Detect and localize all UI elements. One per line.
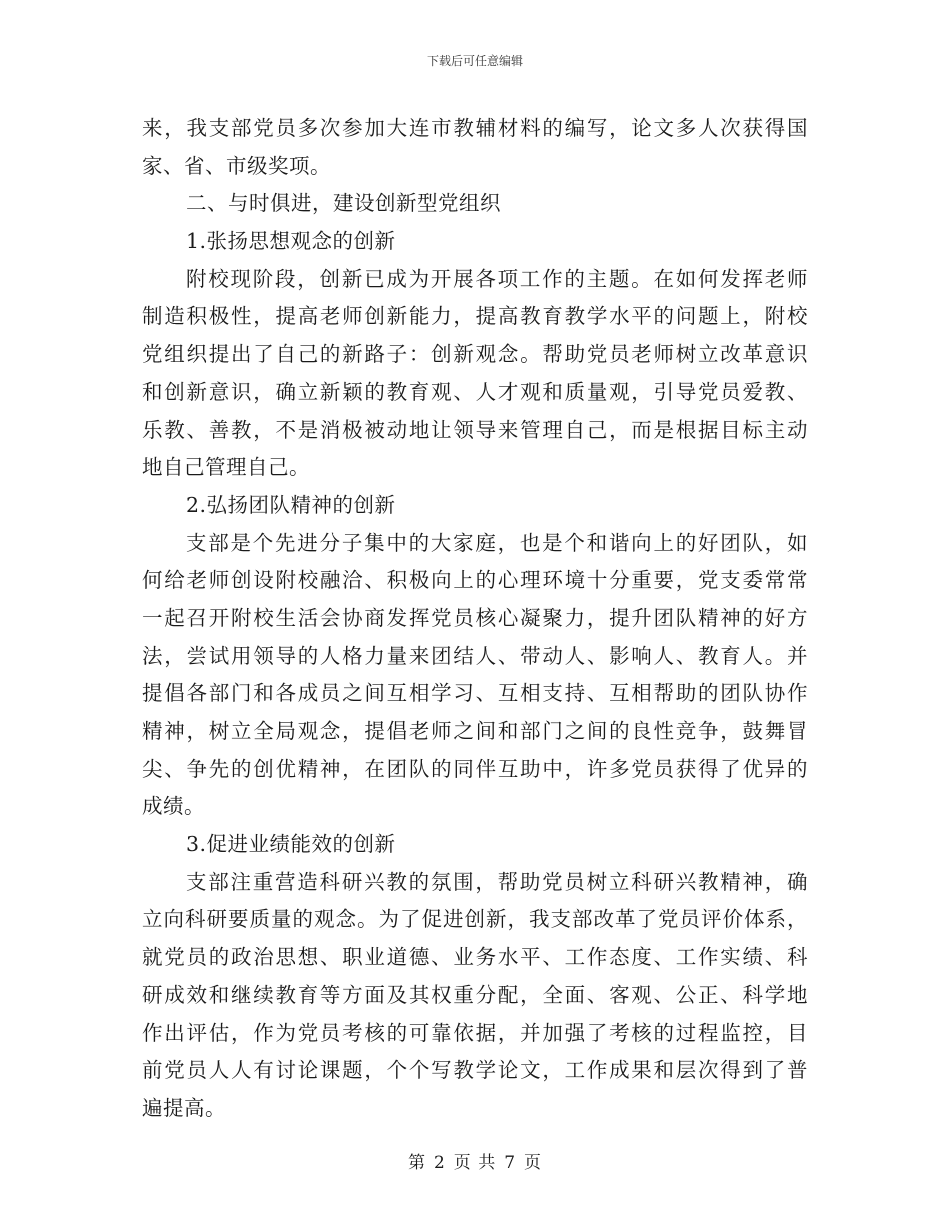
text-line: 尖、争先的创优精神，在团队的同伴互助中，许多党员获得了优异的 bbox=[142, 756, 808, 781]
text-line: 法，尝试用领导的人格力量来团结人、带动人、影响人、教育人。并 bbox=[142, 643, 808, 668]
text-line: 何给老师创设附校融洽、积极向上的心理环境十分重要，党支委常常 bbox=[142, 568, 808, 593]
text-line: 1.张扬思想观念的创新 bbox=[186, 229, 396, 254]
footer-prefix: 第 bbox=[407, 1153, 426, 1173]
text-line: 就党员的政治思想、职业道德、业务水平、工作态度、工作实绩、科 bbox=[142, 945, 808, 970]
page-footer bbox=[0, 1152, 950, 1174]
text-line: 附校现阶段，创新已成为开展各项工作的主题。在如何发挥老师 bbox=[186, 266, 808, 291]
text-line: 前党员人人有讨论课题，个个写教学论文，工作成果和层次得到了普 bbox=[142, 1058, 808, 1083]
footer-middle: 页 共 bbox=[453, 1153, 497, 1173]
page-header: 下载后可任意编辑 bbox=[426, 54, 523, 68]
text-line: 作出评估，作为党员考核的可靠依据，并加强了考核的过程监控，目 bbox=[142, 1020, 808, 1045]
text-line: 研成效和继续教育等方面及其权重分配，全面、客观、公正、科学地 bbox=[142, 982, 808, 1007]
text-line: 支部是个先进分子集中的大家庭，也是个和谐向上的好团队，如 bbox=[186, 530, 808, 555]
text-line: 3.促进业绩能效的创新 bbox=[186, 832, 396, 857]
text-line: 精神，树立全局观念，提倡老师之间和部门之间的良性竞争，鼓舞冒 bbox=[142, 719, 808, 743]
document-body bbox=[142, 110, 808, 1128]
text-line: 家、省、市级奖项。 bbox=[142, 153, 331, 178]
text-line: 制造积极性，提高老师创新能力，提高教育教学水平的问题上，附校 bbox=[142, 304, 808, 329]
text-line: 立向科研要质量的观念。为了促进创新，我支部改革了党员评价体系， bbox=[142, 907, 808, 932]
text-line: 一起召开附校生活会协商发挥党员核心凝聚力，提升团队精神的好方 bbox=[142, 605, 808, 630]
text-line: 二、与时俱进，建设创新型党组织 bbox=[186, 191, 501, 216]
footer-page-number: 2 bbox=[433, 1153, 446, 1173]
text-line: 地自己管理自己。 bbox=[142, 455, 310, 480]
text-line: 和创新意识，确立新颖的教育观、人才观和质量观，引导党员爱教、 bbox=[142, 379, 808, 404]
text-line: 支部注重营造科研兴教的氛围，帮助党员树立科研兴教精神，确 bbox=[186, 869, 808, 894]
text-line: 2.弘扬团队精神的创新 bbox=[186, 492, 396, 517]
text-line: 党组织提出了自己的新路子：创新观念。帮助党员老师树立改革意识 bbox=[142, 342, 808, 367]
footer-total-pages: 7 bbox=[504, 1153, 517, 1173]
text-line: 成绩。 bbox=[142, 794, 205, 819]
text-line: 提倡各部门和各成员之间互相学习、互相支持、互相帮助的团队协作 bbox=[142, 681, 808, 706]
text-line: 来，我支部党员多次参加大连市教辅材料的编写，论文多人次获得国 bbox=[142, 116, 808, 140]
footer-suffix: 页 bbox=[524, 1153, 543, 1173]
text-line: 遍提高。 bbox=[142, 1095, 226, 1120]
text-line: 乐教、善教，不是消极被动地让领导来管理自己，而是根据目标主动 bbox=[142, 417, 808, 442]
